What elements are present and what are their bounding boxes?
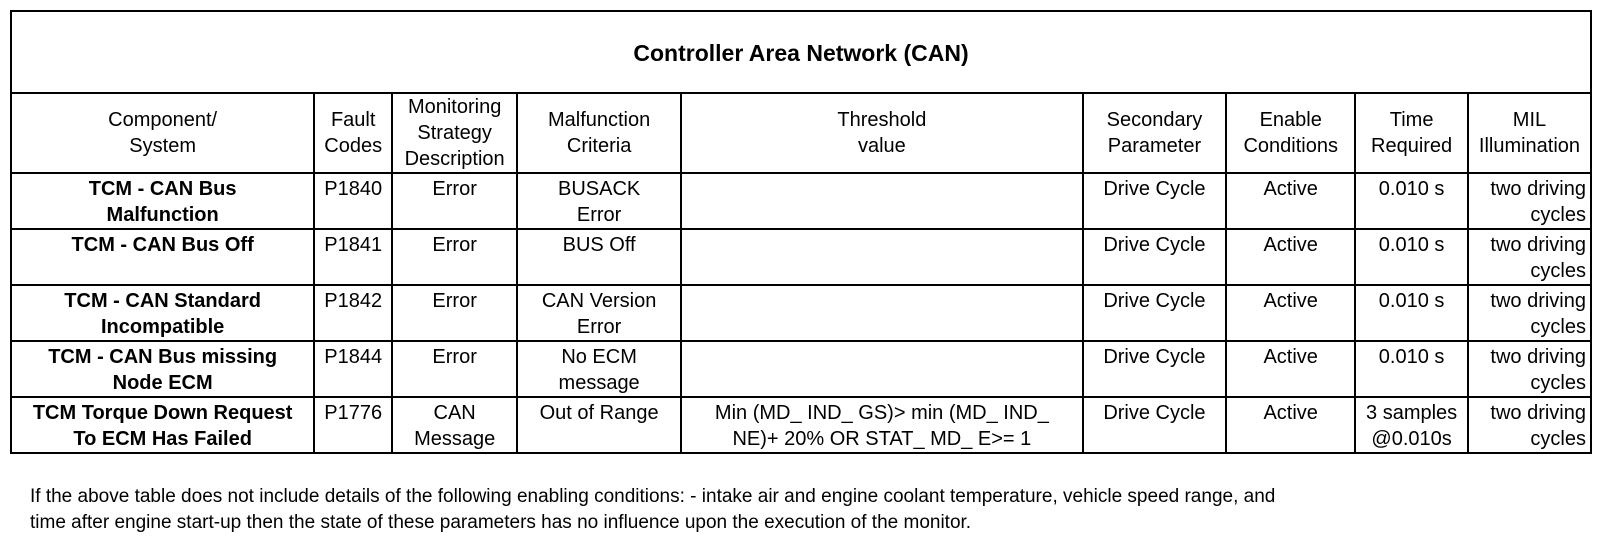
cell-secondary: Drive Cycle bbox=[1083, 285, 1226, 341]
header-monitoring-strategy: Monitoring Strategy Description bbox=[392, 93, 517, 173]
header-component: Component/ System bbox=[11, 93, 314, 173]
cell-monitoring: Error bbox=[392, 341, 517, 397]
cell-time: 0.010 s bbox=[1355, 285, 1468, 341]
header-mil-illumination: MIL Illumination bbox=[1468, 93, 1591, 173]
cell-time: 3 samples @0.010s bbox=[1355, 397, 1468, 453]
cell-mil: two driving cycles bbox=[1468, 173, 1591, 229]
table-row bbox=[11, 229, 1591, 285]
cell-malfunction: Out of Range bbox=[517, 397, 681, 453]
cell-fault-code: P1840 bbox=[314, 173, 392, 229]
cell-secondary: Drive Cycle bbox=[1083, 229, 1226, 285]
table-title: Controller Area Network (CAN) bbox=[11, 11, 1591, 93]
cell-enable: Active bbox=[1226, 285, 1355, 341]
header-secondary-parameter: Secondary Parameter bbox=[1083, 93, 1226, 173]
cell-threshold bbox=[681, 229, 1083, 285]
cell-monitoring: Error bbox=[392, 285, 517, 341]
header-time-required: Time Required bbox=[1355, 93, 1468, 173]
cell-threshold bbox=[681, 285, 1083, 341]
table-row bbox=[11, 397, 1591, 453]
cell-enable: Active bbox=[1226, 173, 1355, 229]
cell-fault-code: P1844 bbox=[314, 341, 392, 397]
table-row bbox=[11, 285, 1591, 341]
header-fault-codes: Fault Codes bbox=[314, 93, 392, 173]
cell-threshold: Min (MD_ IND_ GS)> min (MD_ IND_ NE)+ 20% OR STAT_ MD_ E>= 1 bbox=[681, 397, 1083, 453]
cell-enable: Active bbox=[1226, 397, 1355, 453]
header-malfunction-criteria: Malfunction Criteria bbox=[517, 93, 681, 173]
cell-fault-code: P1842 bbox=[314, 285, 392, 341]
cell-malfunction: No ECM message bbox=[517, 341, 681, 397]
cell-malfunction: CAN Version Error bbox=[517, 285, 681, 341]
cell-time: 0.010 s bbox=[1355, 229, 1468, 285]
cell-malfunction: BUS Off bbox=[517, 229, 681, 285]
cell-time: 0.010 s bbox=[1355, 341, 1468, 397]
can-monitor-table bbox=[10, 10, 1592, 454]
header-row bbox=[11, 93, 1591, 173]
cell-mil: two driving cycles bbox=[1468, 341, 1591, 397]
cell-component: TCM - CAN Bus Malfunction bbox=[11, 173, 314, 229]
cell-component: TCM - CAN Standard Incompatible bbox=[11, 285, 314, 341]
cell-threshold bbox=[681, 341, 1083, 397]
table-row bbox=[11, 341, 1591, 397]
cell-mil: two driving cycles bbox=[1468, 397, 1591, 453]
cell-malfunction: BUSACK Error bbox=[517, 173, 681, 229]
cell-monitoring: Error bbox=[392, 229, 517, 285]
cell-component: TCM - CAN Bus Off bbox=[11, 229, 314, 285]
cell-time: 0.010 s bbox=[1355, 173, 1468, 229]
footnote: If the above table does not include details of the following enabling conditions: - intake air and engine coolant temperature, vehicle speed range, and time after engine start-up then the state of these parameters has no influence upon the execution of the monitor. bbox=[30, 486, 1276, 533]
cell-fault-code: P1776 bbox=[314, 397, 392, 453]
cell-monitoring: CAN Message bbox=[392, 397, 517, 453]
cell-component: TCM - CAN Bus missing Node ECM bbox=[11, 341, 314, 397]
cell-threshold bbox=[681, 173, 1083, 229]
cell-fault-code: P1841 bbox=[314, 229, 392, 285]
cell-component: TCM Torque Down Request To ECM Has Failed bbox=[11, 397, 314, 453]
header-enable-conditions: Enable Conditions bbox=[1226, 93, 1355, 173]
cell-secondary: Drive Cycle bbox=[1083, 341, 1226, 397]
cell-enable: Active bbox=[1226, 341, 1355, 397]
cell-mil: two driving cycles bbox=[1468, 229, 1591, 285]
table-row bbox=[11, 173, 1591, 229]
header-threshold-value: Threshold value bbox=[681, 93, 1083, 173]
cell-secondary: Drive Cycle bbox=[1083, 173, 1226, 229]
cell-enable: Active bbox=[1226, 229, 1355, 285]
cell-mil: two driving cycles bbox=[1468, 285, 1591, 341]
cell-secondary: Drive Cycle bbox=[1083, 397, 1226, 453]
cell-monitoring: Error bbox=[392, 173, 517, 229]
